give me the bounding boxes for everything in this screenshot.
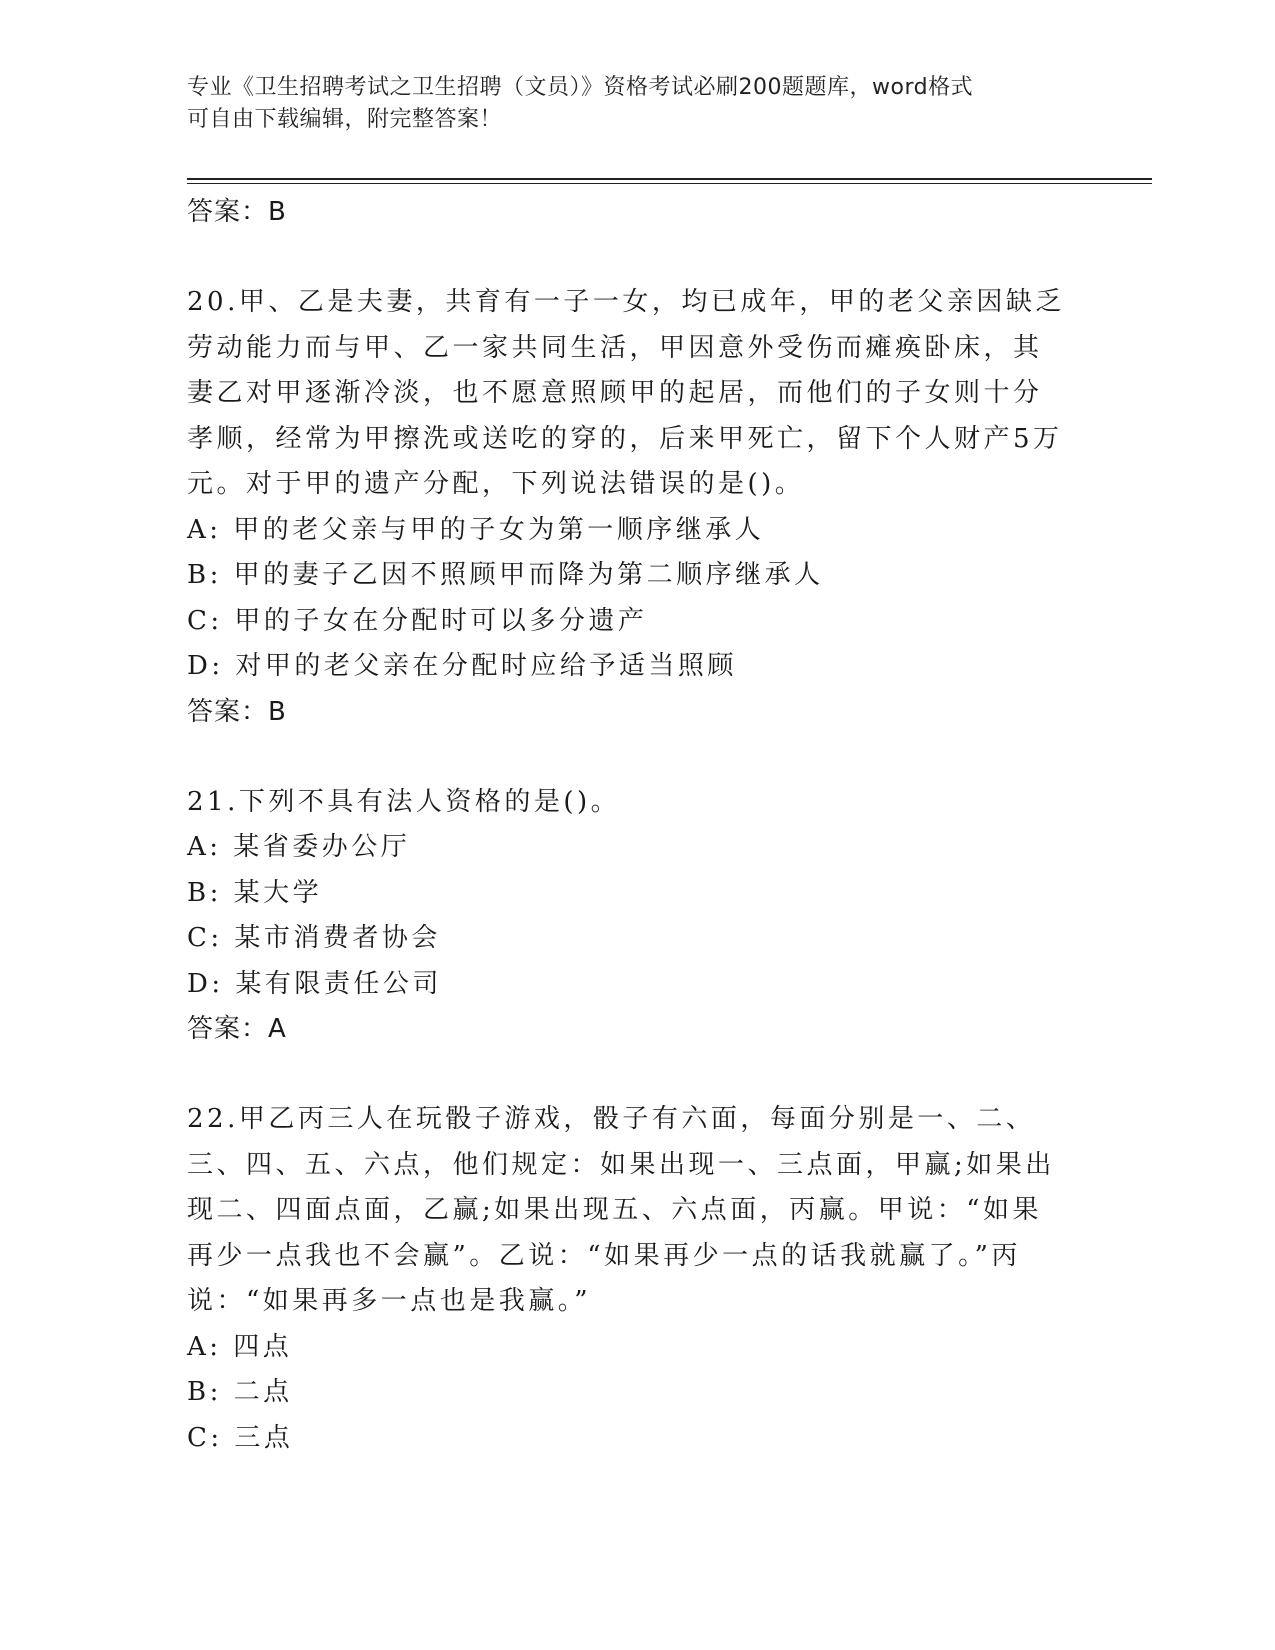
document-body [187,190,1067,1461]
option-c: C: 某市消费者协会 [187,923,441,953]
option-d: D: 某有限责任公司 [187,968,442,999]
answer: 答案：B [187,696,287,727]
option-c: C: 三点 [187,1422,294,1453]
option-c: C: 甲的子女在分配时可以多分遗产 [187,605,648,636]
spacer [187,1052,1067,1097]
option-b: B: 某大学 [187,877,323,908]
question-20 [187,280,1067,735]
header-line-1: 专业《卫生招聘考试之卫生招聘（文员）》资格考试必刷200题题库，word格式 [187,75,974,100]
option-a: A: 甲的老父亲与甲的子女为第一顺序继承人 [187,514,765,545]
question-text: 22.甲乙丙三人在玩骰子游戏，骰子有六面，每面分别是一、二、三、四、五、六点，他们规定：如果出现一、三点面，甲赢;如果出现二、四面点面，乙赢;如果出现五、六点面，丙赢。甲说：“如果再少一点我也不会赢”。乙说：“如果再少一点的话我就赢了。”丙说：“如果再多一点也是我赢。” [187,1104,1055,1316]
answer-previous: 答案：B [187,197,287,227]
question-21 [187,780,1067,1053]
question-text: 20.甲、乙是夫妻，共育有一子一女，均已成年，甲的老父亲因缺乏劳动能力而与甲、乙一家共同生活，甲因意外受伤而瘫痪卧床，其妻乙对甲逐渐冷淡，也不愿意照顾甲的起居，而他们的子女则十分孝顺，经常为甲擦洗或送吃的穿的，后来甲死亡，留下个人财产5万元。对于甲的遗产分配，下列说法错误的是()。 [187,287,1065,499]
option-a: A: 某省委办公厅 [187,832,411,862]
header-rule-thin [187,183,1152,184]
option-b: B: 甲的妻子乙因不照顾甲而降为第二顺序继承人 [187,560,824,590]
answer: 答案：A [187,1014,287,1044]
header-line-2: 可自由下载编辑，附完整答案！ [187,107,503,132]
document-header [187,72,1087,136]
header-rule-thick [187,178,1152,180]
question-text: 21.下列不具有法人资格的是()。 [187,786,621,817]
option-b: B: 二点 [187,1377,293,1407]
option-a: A: 四点 [187,1331,293,1362]
spacer [187,735,1067,780]
option-d: D: 对甲的老父亲在分配时应给予适当照顾 [187,651,737,681]
spacer [187,235,1067,280]
question-22 [187,1097,1067,1461]
